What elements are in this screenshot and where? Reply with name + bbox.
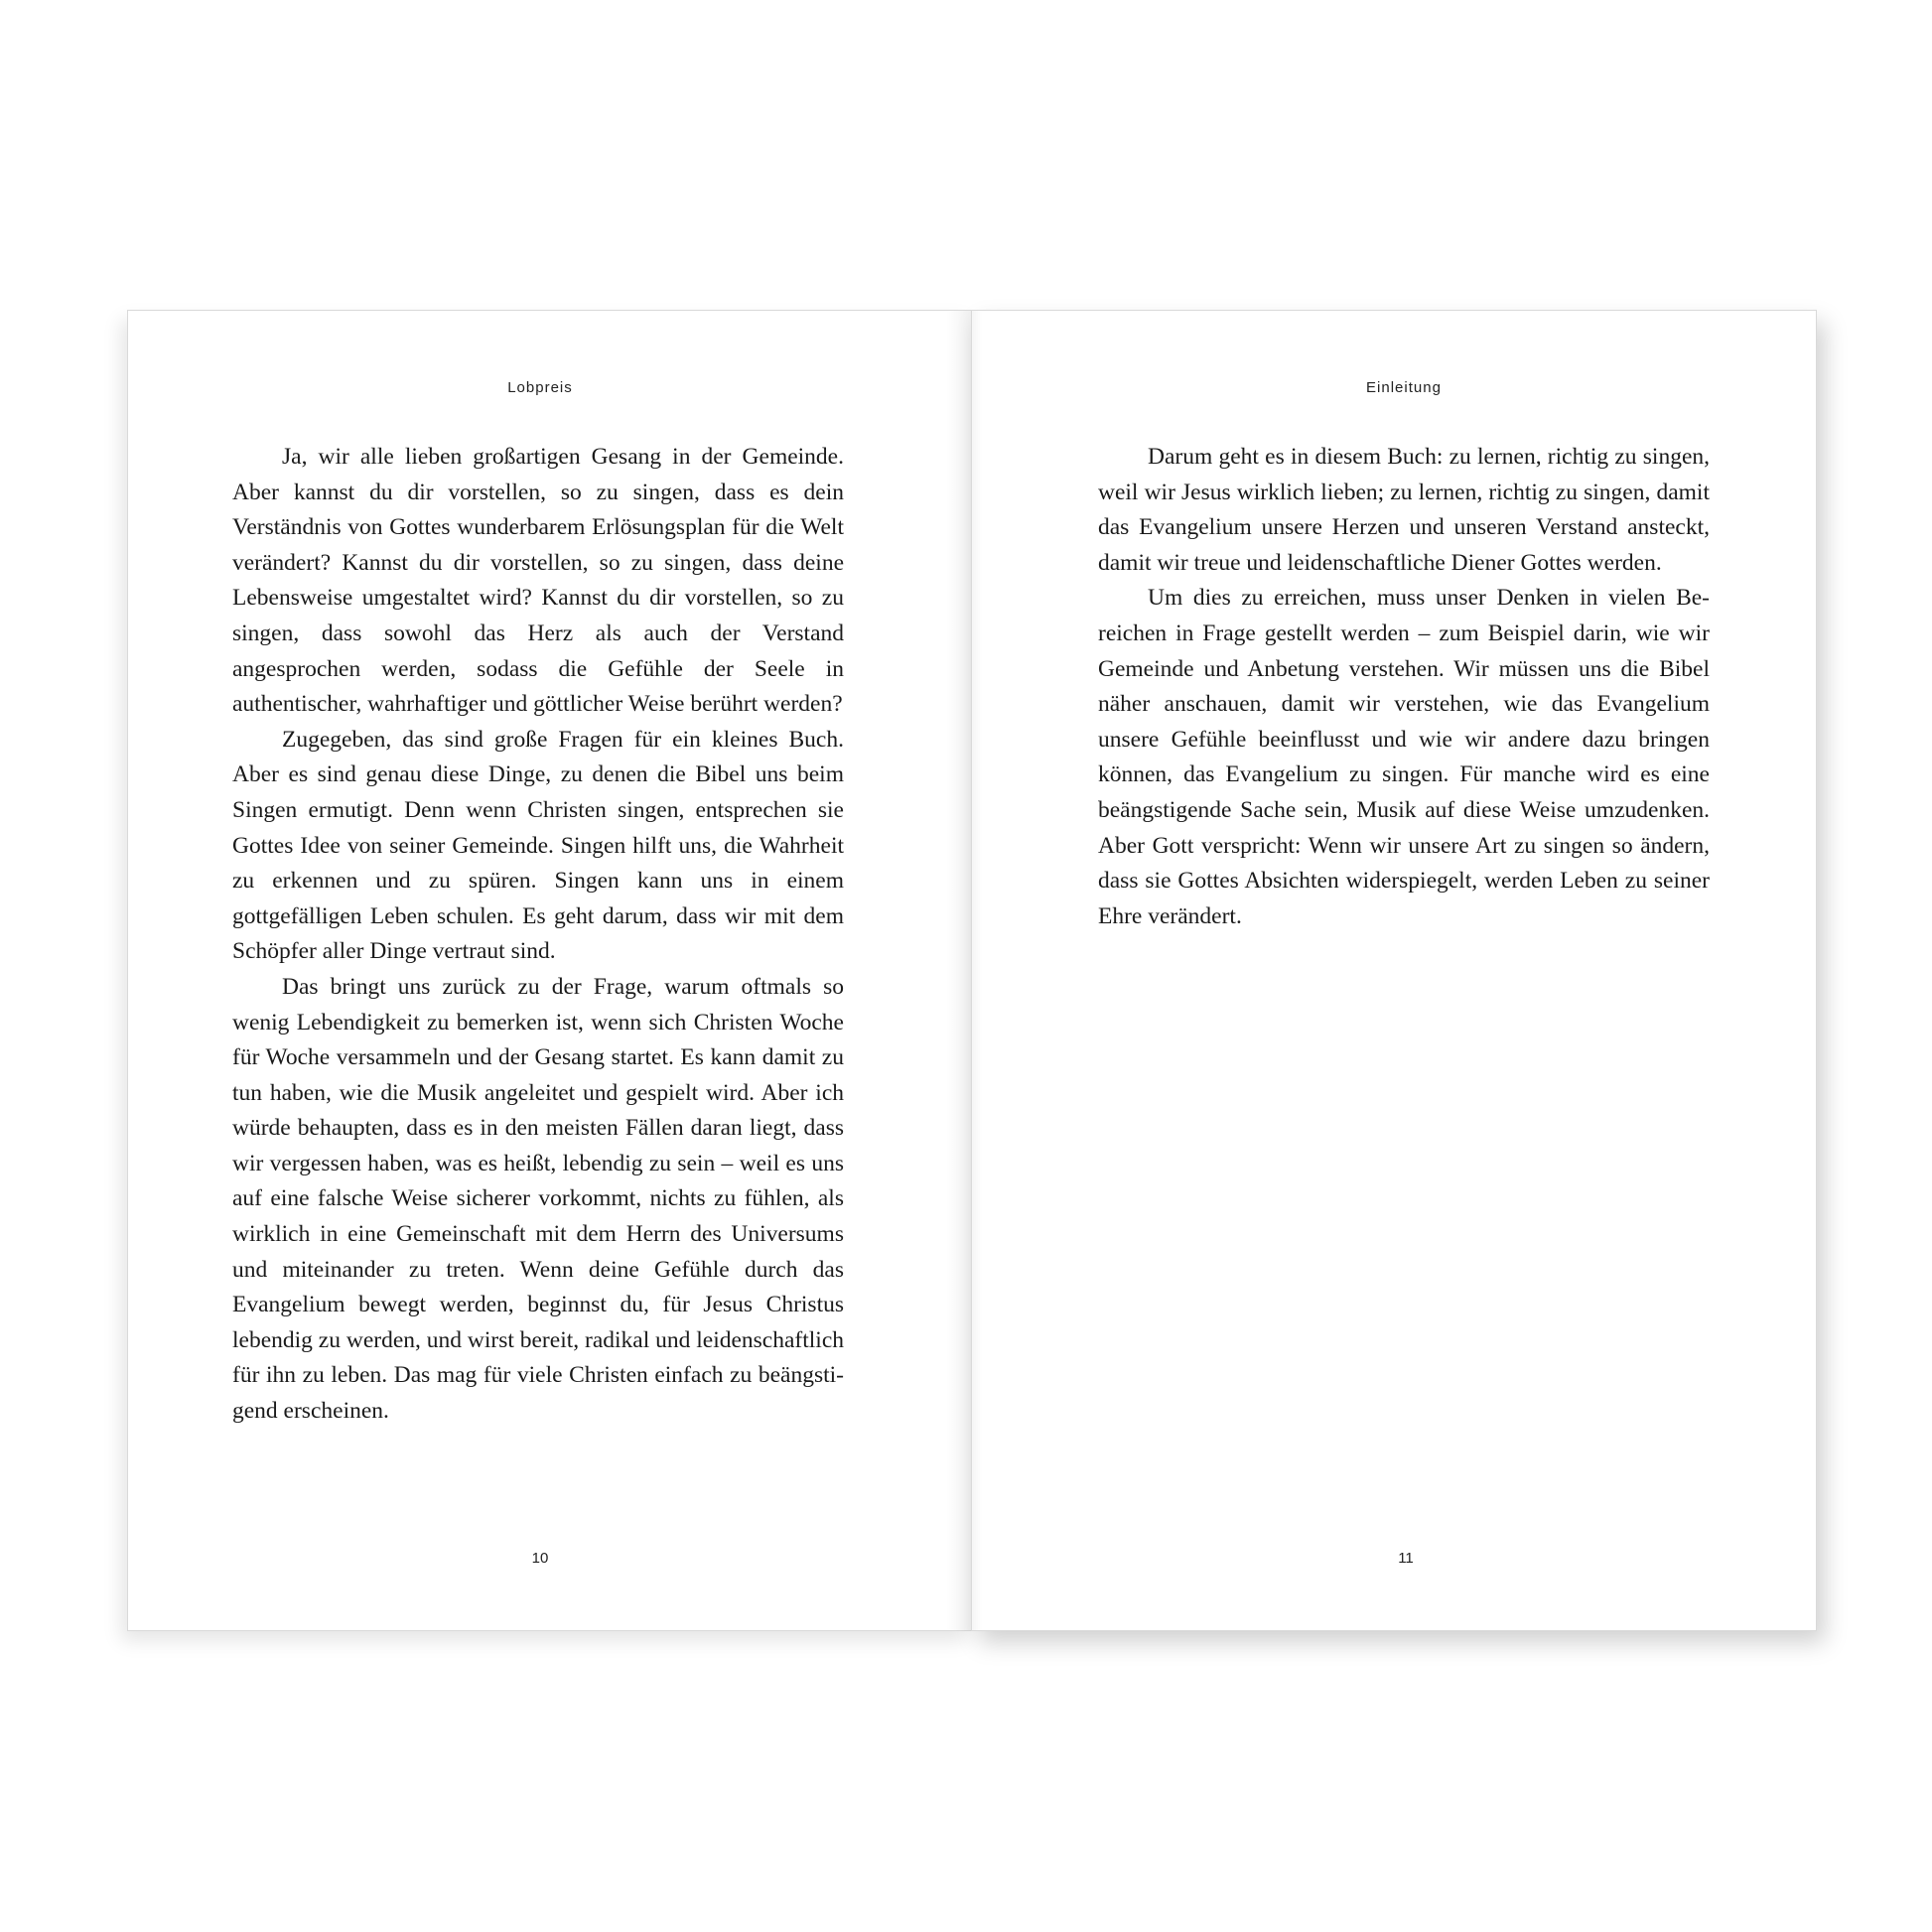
paragraph: Ja, wir alle lieben großartigen Gesang in der Gemeinde. Aber kannst du dir vorstellen, so zu singen, dass es dein Verständnis von Gottes wunderbarem Erlösungsplan für die Welt verändert? Kannst du dir vorstellen, so zu singen, dass deine Lebensweise umgestaltet wird? Kannst du dir vorstellen, so zu singen, dass sowohl das Herz als auch der Verstand angesprochen werden, sodass die Gefühle der Seele in authentischer, wahrhaftiger und göttlicher Weise berührt werden? <box>232 444 844 718</box>
paragraph: Das bringt uns zurück zu der Frage, warum oftmals so wenig Lebendigkeit zu bemerken ist, wenn sich Christen Woche für Woche versammeln und der Gesang startet. Es kann damit zu tun haben, wie die Musik angeleitet und gespielt wird. Aber ich würde behaupten, dass es in den meisten Fällen daran liegt, dass wir vergessen haben, was es heißt, lebendig zu sein – weil es uns auf eine falsche Weise sicherer vorkommt, nichts zu fühlen, als wirklich in eine Gemeinschaft mit dem Herrn des Universums und miteinander zu treten. Wenn deine Gefühle durch das Evangelium bewegt werden, beginnst du, für Jesus Christus lebendig zu werden, und wirst bereit, radikal und leidenschaftlich für ihn zu leben. Das mag für viele Christen einfach zu beängstigend erscheinen. <box>232 973 845 1425</box>
right-body-text <box>1098 440 1710 934</box>
book-spread <box>127 310 1815 1633</box>
running-head-left: Lobpreis <box>507 379 573 396</box>
left-body-text <box>232 440 844 1430</box>
left-page <box>127 310 973 1631</box>
paragraph: Zugegeben, das sind große Fragen für ein kleines Buch. Aber es sind genau diese Dinge, zu denen die Bibel uns beim Singen ermutigt. Denn wenn Christen singen, entsprechen sie Gottes Idee von seiner Gemeinde. Singen hilft uns, die Wahrheit zu erkennen und zu spüren. Singen kann uns in einem gottgefälligen Leben schulen. Es geht darum, dass wir mit dem Schöpfer aller Dinge vertraut sind. <box>232 726 844 965</box>
right-page <box>971 310 1817 1631</box>
paragraph: Darum geht es in diesem Buch: zu lernen, richtig zu singen, weil wir Jesus wirklich lieben; zu lernen, richtig zu singen, damit das Evangelium unsere Herzen und unseren Verstand ansteckt, damit wir treue und leidenschaftliche Diener Gottes werden. <box>1098 444 1710 576</box>
gutter-shadow <box>946 311 972 1630</box>
page-number-left: 10 <box>531 1550 549 1567</box>
gutter-shadow <box>972 311 982 1630</box>
running-head-right: Einleitung <box>1366 379 1442 396</box>
paragraph: Um dies zu erreichen, muss unser Denken in vielen Bereichen in Frage gestellt werden – zum Beispiel darin, wie wir Gemeinde und Anbetung verstehen. Wir müssen uns die Bibel näher anschauen, damit wir verstehen, wie das Evangelium unsere Gefühle beeinflusst und wie wir andere dazu bringen können, das Evangelium zu singen. Für manche wird es eine beängstigende Sache sein, Musik auf diese Weise umzudenken. Aber Gott verspricht: Wenn wir unsere Art zu singen so ändern, dass sie Gottes Absichten widerspiegelt, werden Leben zu seiner Ehre verändert. <box>1098 585 1710 929</box>
page-number-right: 11 <box>1398 1550 1414 1567</box>
